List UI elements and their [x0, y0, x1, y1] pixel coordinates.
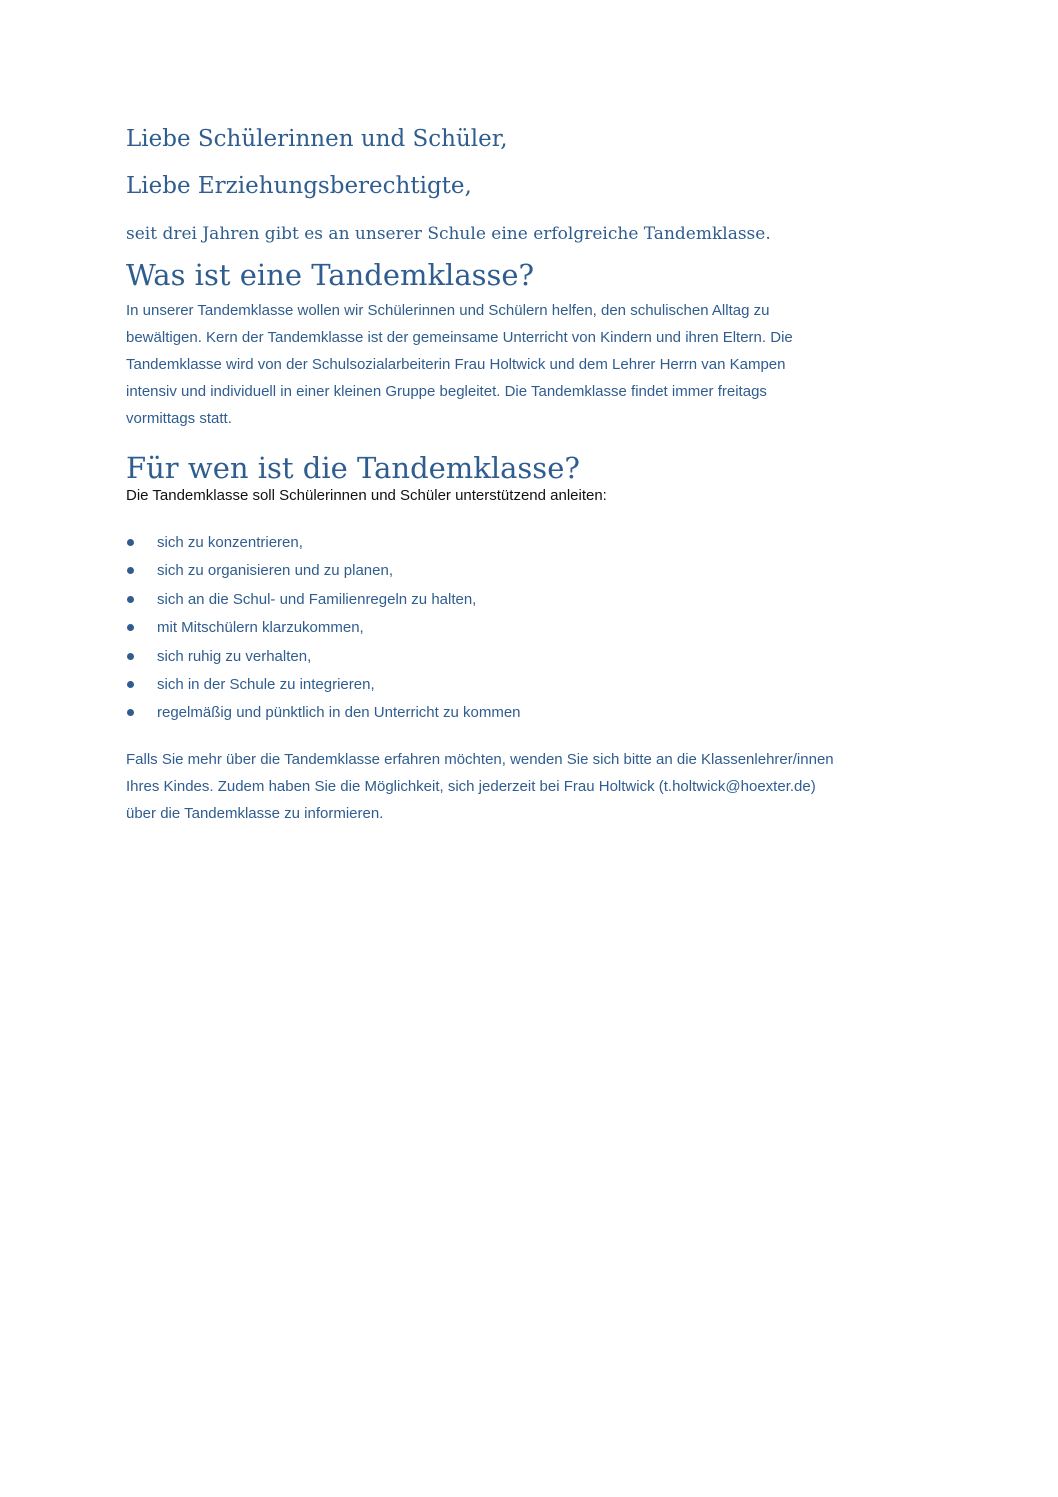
section-lead-sentence: Die Tandemklasse soll Schülerinnen und Schüler unterstützend anleiten: — [126, 487, 607, 504]
section-heading-for-whom: Für wen ist die Tandemklasse? — [126, 451, 580, 485]
list-item-text: sich zu organisieren und zu planen, — [157, 562, 393, 580]
list-item-text: sich ruhig zu verhalten, — [157, 647, 312, 665]
paragraph-line: Tandemklasse wird von der Schulsozialarbeiterin Frau Holtwick und dem Lehrer Herrn van Kampen — [126, 356, 786, 373]
section-heading-what-is: Was ist eine Tandemklasse? — [126, 258, 535, 292]
list-item-text: sich zu konzentrieren, — [157, 534, 303, 551]
list-item-text: sich an die Schul- und Familienregeln zu halten, — [157, 590, 477, 608]
paragraph-line: In unserer Tandemklasse wollen wir Schülerinnen und Schülern helfen, den schulischen Alltag zu — [126, 302, 770, 319]
list-item-text: regelmäßig und pünktlich in den Unterricht zu kommen — [157, 704, 521, 722]
bullet-icon — [127, 681, 134, 688]
intro-sentence: seit drei Jahren gibt es an unserer Schule eine erfolgreiche Tandemklasse. — [126, 224, 771, 244]
paragraph-line: über die Tandemklasse zu informieren. — [126, 805, 384, 822]
paragraph-line: vormittags statt. — [126, 410, 232, 427]
section-paragraph-what-is — [126, 297, 946, 432]
bullet-icon — [127, 567, 134, 574]
bullet-icon — [127, 709, 134, 716]
bullet-icon — [127, 539, 134, 546]
bullet-icon — [127, 624, 134, 631]
paragraph-line: intensiv und individuell in einer kleinen Gruppe begleitet. Die Tandemklasse findet immer freitags — [126, 383, 767, 400]
paragraph-line: Falls Sie mehr über die Tandemklasse erfahren möchten, wenden Sie sich bitte an die Klassenlehrer/innen — [126, 751, 834, 768]
closing-paragraph — [126, 746, 946, 827]
greeting-line-1: Liebe Schülerinnen und Schüler, — [126, 126, 508, 152]
bullet-icon — [127, 653, 134, 660]
list-item-text: mit Mitschülern klarzukommen, — [157, 619, 364, 637]
bullet-icon — [127, 596, 134, 603]
paragraph-line: bewältigen. Kern der Tandemklasse ist der gemeinsame Unterricht von Kindern und ihren Eltern. Die — [126, 329, 793, 346]
greeting-line-2: Liebe Erziehungsberechtigte, — [126, 173, 472, 199]
list-item-text: sich in der Schule zu integrieren, — [157, 675, 375, 693]
paragraph-line: Ihres Kindes. Zudem haben Sie die Möglichkeit, sich jederzeit bei Frau Holtwick (t.holtwick@hoexter.de) — [126, 778, 816, 795]
